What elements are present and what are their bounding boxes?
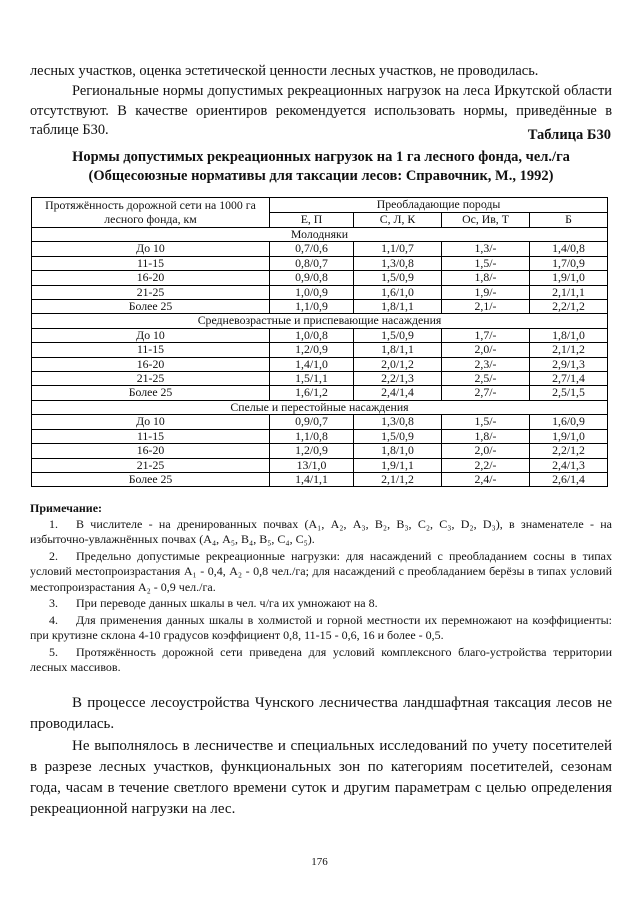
norm-value-cell: 2,4/- [442, 472, 530, 486]
table-row [32, 429, 608, 443]
norm-value-cell: 1,2/0,9 [270, 343, 354, 357]
notes-list [30, 517, 612, 676]
norm-value-cell: 1,8/1,0 [354, 444, 442, 458]
note-text: Предельно допустимые рекреационные нагрузки: для насаждений с преобладанием сосны в типах условий местопроизрастания А₁ - 0,4, А₂ - 0,8 чел./га; для насаждений с преобладанием берёзы в типах условий местопроизрастания А₂ - 0,9 чел./га. [30, 548, 612, 594]
norm-value-cell: 1,4/1,1 [270, 472, 354, 486]
road-density-cell: До 10 [32, 415, 270, 429]
table-subtitle: (Общесоюзные нормативы для таксации лесов: Справочник, М., 1992) [88, 168, 554, 184]
norm-value-cell: 1,7/0,9 [530, 256, 608, 270]
section-row [32, 314, 608, 328]
table-row [32, 444, 608, 458]
header-road-network: Протяжённость дорожной сети на 1000 га лесного фонда, км [32, 198, 270, 228]
section-title: Молодняки [32, 228, 608, 242]
notes-title: Примечание: [30, 501, 103, 515]
norms-table [31, 197, 608, 487]
norm-value-cell: 1,5/0,9 [354, 271, 442, 285]
road-density-cell: 21-25 [32, 372, 270, 386]
norm-value-cell: 2,2/- [442, 458, 530, 472]
note-text: При переводе данных шкалы в чел. ч/га их умножают на 8. [76, 596, 378, 610]
road-density-cell: Более 25 [32, 300, 270, 314]
norm-value-cell: 1,4/1,0 [270, 357, 354, 371]
norm-value-cell: 1,2/0,9 [270, 444, 354, 458]
norm-value-cell: 2,5/- [442, 372, 530, 386]
norm-value-cell: 1,7/- [442, 328, 530, 342]
norm-value-cell: 2,3/- [442, 357, 530, 371]
norm-value-cell: 2,5/1,5 [530, 386, 608, 400]
section-row [32, 400, 608, 414]
table-row [32, 372, 608, 386]
norm-value-cell: 2,0/- [442, 343, 530, 357]
note-number: 2. [49, 548, 58, 563]
table-title: Нормы допустимых рекреационных нагрузок на 1 га лесного фонда, чел./га [72, 149, 570, 165]
norm-value-cell: 1,1/0,7 [354, 242, 442, 256]
norm-value-cell: 1,0/0,9 [270, 285, 354, 299]
table-row [32, 242, 608, 256]
road-density-cell: 11-15 [32, 429, 270, 443]
road-density-cell: 21-25 [32, 285, 270, 299]
section-title: Средневозрастные и приспевающие насаждения [32, 314, 608, 328]
norm-value-cell: 2,9/1,3 [530, 357, 608, 371]
road-density-cell: Более 25 [32, 472, 270, 486]
note-text: Для применения данных шкалы в холмистой и горной местности их перемножают на коэффициенты: при крутизне склона 4-10 градусов коэффициент 0,8, 11-15 - 0,6, 16 и более - 0,5. [30, 612, 612, 642]
road-density-cell: До 10 [32, 242, 270, 256]
intro-paragraph: Региональные нормы допустимых рекреационных нагрузок на леса Иркутской области отсутствуют. В качестве ориентиров рекомендуется использовать нормы, приведённые в таблице Б30. [30, 83, 612, 139]
norm-value-cell: 2,4/1,3 [530, 458, 608, 472]
norm-value-cell: 1,9/1,1 [354, 458, 442, 472]
note-item [30, 517, 612, 548]
road-density-cell: До 10 [32, 328, 270, 342]
table-header-row [32, 198, 608, 213]
norm-value-cell: 2,2/1,2 [530, 444, 608, 458]
table-row [32, 357, 608, 371]
notes-block [30, 501, 612, 677]
norm-value-cell: 2,7/- [442, 386, 530, 400]
road-density-cell: 16-20 [32, 444, 270, 458]
closing-paragraph-2: Не выполнялось в лесничестве и специальных исследований по учету посетителей в разрезе лесных участков, функциональных зон по категориям посетителей, сезонам года, часам в течение светлого времени суток и другим параметрам с целью определения рекреационной нагрузки на лес. [30, 738, 612, 817]
section-row [32, 228, 608, 242]
header-species-3: Б [530, 213, 608, 228]
norm-value-cell: 2,1/1,2 [354, 472, 442, 486]
note-number: 3. [49, 596, 58, 610]
norm-value-cell: 1,8/- [442, 271, 530, 285]
table-row [32, 300, 608, 314]
norm-value-cell: 0,9/0,8 [270, 271, 354, 285]
closing-paragraph-1: В процессе лесоустройства Чунского лесничества ландшафтная таксация лесов не проводилась. [30, 695, 612, 732]
intro-line: лесных участков, оценка эстетической ценности лесных участков, не проводилась. [30, 63, 539, 79]
norm-value-cell: 1,4/0,8 [530, 242, 608, 256]
norm-value-cell: 0,7/0,6 [270, 242, 354, 256]
table-row [32, 256, 608, 270]
note-text: В числителе - на дренированных почвах (А₁, А₂, А₃, В₂, В₃, С₂, С₃, D₂, D₃), в знаменателе - на избыточно-увлажнённых почвах (А₄, А₅, В₄, В₅, С₄, С₅). [30, 516, 612, 546]
norm-value-cell: 1,5/- [442, 415, 530, 429]
norm-value-cell: 0,8/0,7 [270, 256, 354, 270]
road-density-cell: Более 25 [32, 386, 270, 400]
norm-value-cell: 1,1/0,8 [270, 429, 354, 443]
table-row [32, 285, 608, 299]
norm-value-cell: 1,6/1,0 [354, 285, 442, 299]
norm-value-cell: 1,9/1,0 [530, 429, 608, 443]
norm-value-cell: 1,8/1,1 [354, 300, 442, 314]
note-text: Протяжённость дорожной сети приведена для условий комплексного благо-устройства территории лесных массивов. [30, 644, 612, 674]
section-title: Спелые и перестойные насаждения [32, 400, 608, 414]
norm-value-cell: 1,9/- [442, 285, 530, 299]
norm-value-cell: 1,3/- [442, 242, 530, 256]
note-item [30, 613, 612, 644]
road-density-cell: 21-25 [32, 458, 270, 472]
note-item [30, 645, 612, 676]
table-row [32, 415, 608, 429]
norm-value-cell: 2,0/- [442, 444, 530, 458]
norm-value-cell: 2,1/1,1 [530, 285, 608, 299]
header-species-1: С, Л, К [354, 213, 442, 228]
note-number: 5. [49, 644, 58, 659]
note-number: 4. [49, 612, 58, 627]
norm-value-cell: 13/1,0 [270, 458, 354, 472]
norm-value-cell: 2,2/1,2 [530, 300, 608, 314]
norm-value-cell: 1,1/0,9 [270, 300, 354, 314]
norm-value-cell: 2,1/- [442, 300, 530, 314]
norm-value-cell: 2,4/1,4 [354, 386, 442, 400]
table-row [32, 472, 608, 486]
page-number: 176 [311, 856, 328, 868]
header-species-2: Ос, Ив, Т [442, 213, 530, 228]
table-row [32, 343, 608, 357]
note-number: 1. [49, 516, 58, 531]
norm-value-cell: 1,8/1,0 [530, 328, 608, 342]
header-species-0: Е, П [270, 213, 354, 228]
table-row [32, 386, 608, 400]
table-caption: Таблица Б30 [527, 127, 611, 143]
norm-value-cell: 0,9/0,7 [270, 415, 354, 429]
road-density-cell: 11-15 [32, 343, 270, 357]
table-row [32, 328, 608, 342]
norm-value-cell: 1,5/- [442, 256, 530, 270]
norm-value-cell: 2,1/1,2 [530, 343, 608, 357]
road-density-cell: 11-15 [32, 256, 270, 270]
road-density-cell: 16-20 [32, 357, 270, 371]
norm-value-cell: 2,0/1,2 [354, 357, 442, 371]
norm-value-cell: 2,6/1,4 [530, 472, 608, 486]
norm-value-cell: 1,5/0,9 [354, 328, 442, 342]
table-row [32, 271, 608, 285]
norm-value-cell: 1,8/1,1 [354, 343, 442, 357]
norm-value-cell: 1,3/0,8 [354, 415, 442, 429]
note-item [30, 596, 612, 612]
norm-value-cell: 1,5/1,1 [270, 372, 354, 386]
norm-value-cell: 1,3/0,8 [354, 256, 442, 270]
norm-value-cell: 1,6/0,9 [530, 415, 608, 429]
norm-value-cell: 1,9/1,0 [530, 271, 608, 285]
norm-value-cell: 1,8/- [442, 429, 530, 443]
road-density-cell: 16-20 [32, 271, 270, 285]
norm-value-cell: 1,5/0,9 [354, 429, 442, 443]
norm-value-cell: 2,2/1,3 [354, 372, 442, 386]
norm-value-cell: 1,0/0,8 [270, 328, 354, 342]
note-item [30, 549, 612, 596]
table-row [32, 458, 608, 472]
header-species-group: Преобладающие породы [270, 198, 608, 213]
norm-value-cell: 1,6/1,2 [270, 386, 354, 400]
norm-value-cell: 2,7/1,4 [530, 372, 608, 386]
